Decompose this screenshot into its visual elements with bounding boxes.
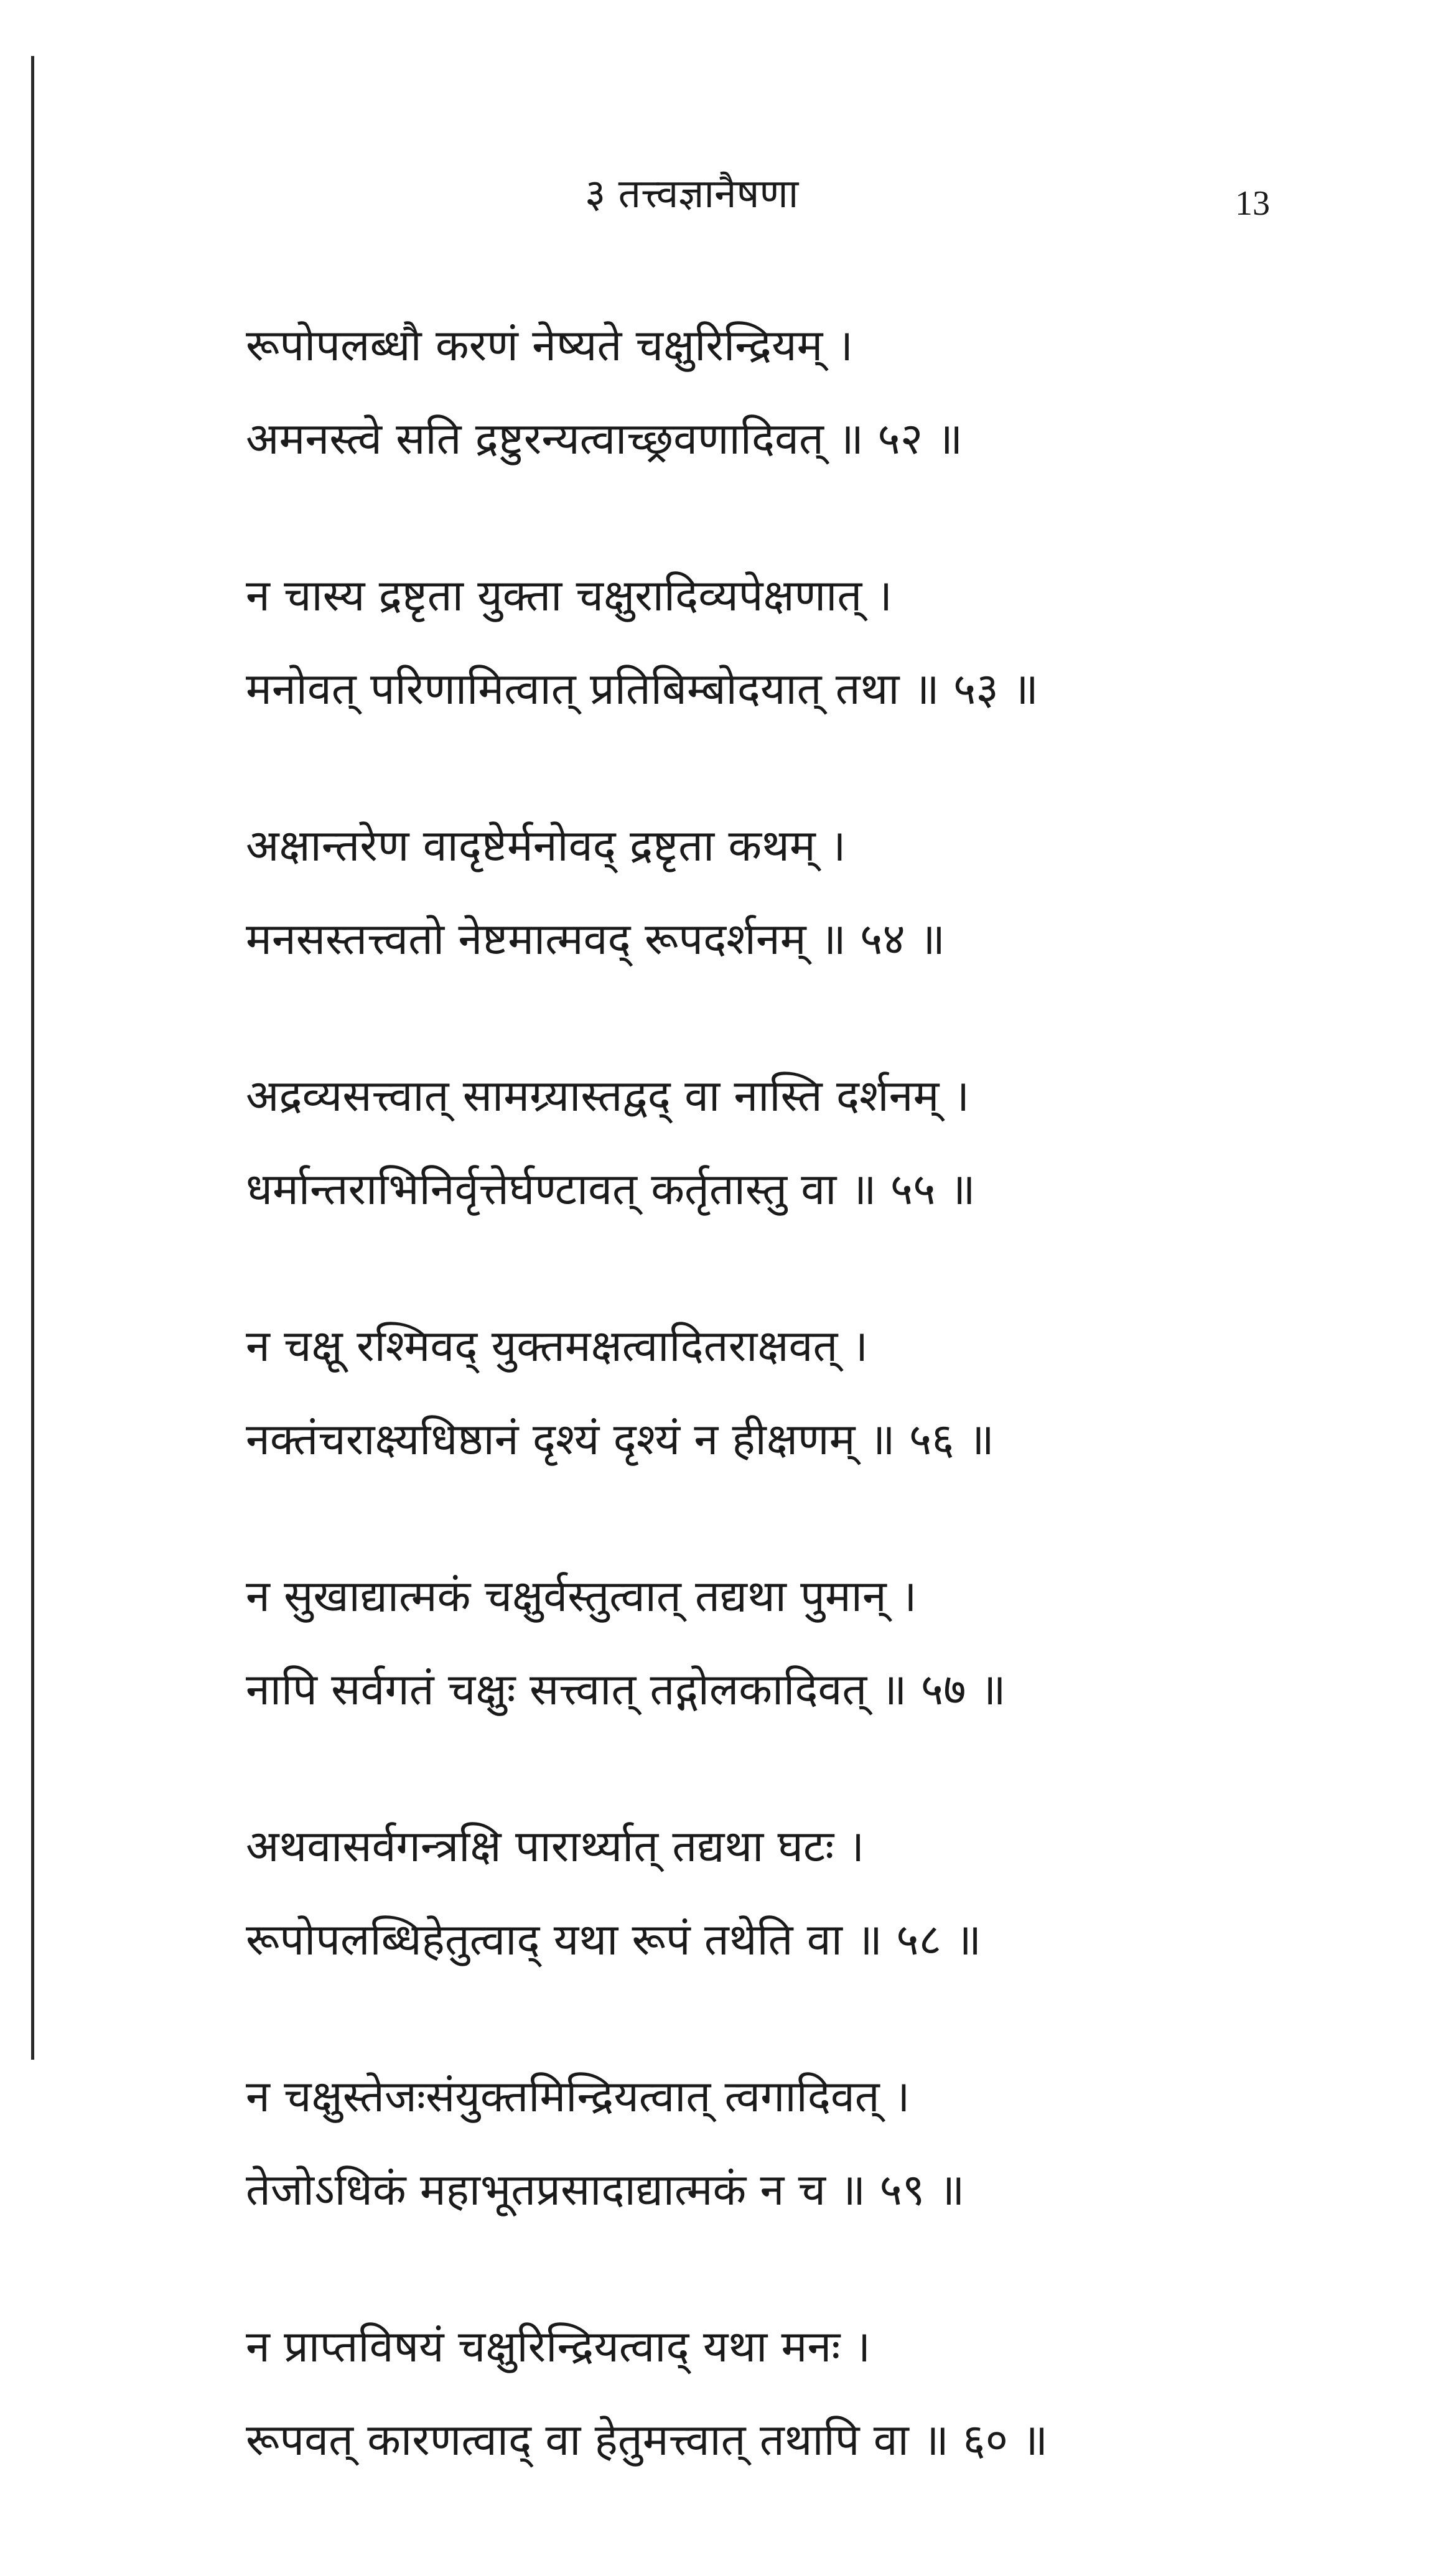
verse-58 (246, 1800, 1428, 1986)
left-margin-rule (31, 56, 34, 2060)
verse-60 (246, 2300, 1428, 2487)
verse-line: न चक्षू रश्मिवद् युक्तमक्षत्वादितराक्षवत् । (246, 1320, 869, 1371)
verse-54 (246, 799, 1428, 986)
verse-list (246, 299, 1428, 2550)
verse-line: रूपोपलब्धौ करणं नेष्यते चक्षुरिन्द्रियम् । (246, 320, 854, 371)
verse-line: अमनस्त्वे सति द्रष्टुरन्यत्वाच्छ्रवणादिवत् ॥ ५२ ॥ (246, 413, 963, 464)
verse-line: धर्मान्तराभिनिर्वृत्तेर्घण्टावत् कर्तृतास्तु वा ॥ ५५ ॥ (246, 1164, 976, 1215)
verse-line: न प्राप्तविषयं चक्षुरिन्द्रियत्वाद् यथा मनः । (246, 2321, 871, 2372)
verse-line: न सुखाद्यात्मकं चक्षुर्वस्तुत्वात् तद्यथा पुमान् । (246, 1571, 917, 1622)
verse-line: मनसस्तत्त्वतो नेष्टमात्मवद् रूपदर्शनम् ॥ ५४ ॥ (246, 913, 946, 964)
page-number: 13 (1235, 184, 1270, 223)
verse-57 (246, 1549, 1428, 1736)
verse-line: नक्तंचराक्ष्यधिष्ठानं दृश्यं दृश्यं न हीक्षणम् ॥ ५६ ॥ (246, 1414, 994, 1465)
verse-line: रूपवत् कारणत्वाद् वा हेतुमत्त्वात् तथापि वा ॥ ६० ॥ (246, 2414, 1048, 2465)
verse-56 (246, 1299, 1428, 1486)
verse-line: अथवासर्वगन्त्रक्षि पारार्थ्यात् तद्यथा घटः । (246, 1821, 865, 1872)
verse-line: अद्रव्यसत्त्वात् सामग्र्यास्तद्वद् वा नास्ति दर्शनम् । (246, 1070, 970, 1121)
verse-line: मनोवत् परिणामित्वात् प्रतिबिम्बोदयात् तथा ॥ ५३ ॥ (246, 663, 1038, 714)
verse-52 (246, 299, 1428, 485)
verse-line: अक्षान्तरेण वादृष्टेर्मनोवद् द्रष्टृता कथम् । (246, 820, 846, 871)
verse-55 (246, 1049, 1428, 1236)
verse-line: नापि सर्वगतं चक्षुः सत्त्वात् तद्गोलकादिवत् ॥ ५७ ॥ (246, 1664, 1006, 1715)
verse-line: न चक्षुस्तेजःसंयुक्तमिन्द्रियत्वात् त्वगादिवत् । (246, 2071, 910, 2122)
verse-59 (246, 2050, 1428, 2236)
verse-line: रूपोपलब्धिहेतुत्वाद् यथा रूपं तथेति वा ॥ ५८ ॥ (246, 1914, 982, 1965)
page-header (0, 163, 1456, 231)
chapter-title: ३ तत्त्वज्ञानैषणा (585, 171, 799, 217)
verse-line: तेजोऽधिकं महाभूतप्रसादाद्यात्मकं न च ॥ ५९ ॥ (246, 2164, 965, 2215)
verse-line: न चास्य द्रष्टृता युक्ता चक्षुरादिव्यपेक्षणात् । (246, 570, 893, 621)
verse-53 (246, 549, 1428, 736)
